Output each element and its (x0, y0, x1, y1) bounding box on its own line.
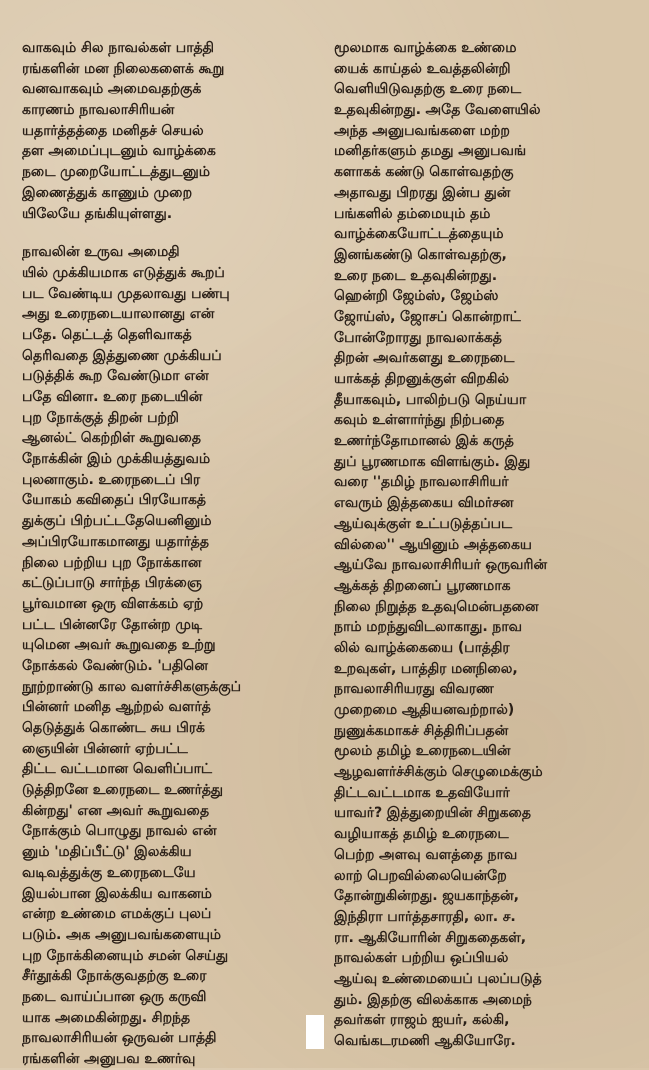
text-line: வரை ''தமிழ் நாவலாசிரியர் (334, 474, 509, 491)
text-line: அந்த அனுபவங்களை மற்ற (334, 122, 510, 139)
text-line: பின்னர் மனித ஆற்றல் வளர்த் (22, 699, 211, 716)
text-line: ஆய்வே நாவலாசிரியர் ஒருவரின் (334, 557, 548, 574)
text-line: அது உரைநடையாலானது என் (22, 306, 215, 323)
text-line: பூர்வமான ஒரு விளக்கம் ஏற் (22, 595, 204, 612)
text-line: இந்திரா பார்த்தசாரதி, லா. ச. (334, 908, 516, 925)
text-line: நுணுக்கமாகச் சித்திரிப்பதன் (334, 722, 509, 739)
text-line: நோக்கின் இம் முக்கியத்துவம் (22, 451, 211, 468)
text-line: நாம் மறந்துவிடலாகாது. நாவ (334, 619, 522, 636)
text-line: என்ற உண்மை எமக்குப் புலப் (22, 906, 212, 923)
text-line: நாவலின் உருவ அமைதி (22, 244, 180, 261)
right-column (334, 38, 630, 1052)
text-line: பட வேண்டிய முதலாவது பண்பு (22, 285, 230, 302)
left-paragraph-2 (22, 242, 318, 1070)
text-line: நடை முறையோட்டத்துடனும் (22, 164, 210, 181)
text-line: பங்களில் தம்மையும் தம் (334, 205, 491, 222)
text-line: உணர்ந்தோமானல் இக் கருத் (334, 433, 514, 450)
text-line: ஆழவளர்ச்சிக்கும் செழுமைக்கும் (334, 764, 543, 781)
text-line: வாகவும் சில நாவல்கள் பாத்தி (22, 40, 214, 56)
text-line: லில் வாழ்க்கையை (பாத்திர (334, 639, 510, 656)
text-line: உரை நடை உதவுகின்றது. (334, 267, 497, 284)
text-line: வாழ்க்கையோட்டத்தையும் (334, 226, 504, 243)
text-line: ஆனல்ட் கெற்றிள் கூறுவதை (22, 430, 201, 447)
text-line: கின்றது' என அவர் கூறுவதை (22, 802, 210, 819)
text-line: வெளியிடுவதற்கு உரை நடை (334, 81, 522, 98)
page-number-box (306, 1015, 324, 1049)
text-line: இயல்பான இலக்கிய வாகனம் (22, 885, 212, 902)
text-line: ரங்களின் அனுபவ உணர்வு (22, 1051, 196, 1067)
text-line: நிலை பற்றிய புற நோக்கான (22, 554, 202, 571)
text-line: நடை வாய்ப்பான ஒரு கருவி (22, 988, 207, 1005)
text-line: பதே வினா. உரை நடையின் (22, 389, 203, 405)
text-line: பட்ட பின்னரே தோன்ற முடி (22, 616, 203, 633)
text-line: படும். அக அனுபவங்களையும் (22, 926, 222, 943)
text-line: னும் 'மதிப்பீட்டு' இலக்கிய (22, 844, 192, 861)
text-line: யைக் காய்தல் உவத்தலின்றி (334, 60, 511, 77)
text-line: புற நோக்கினையும் சமன் செய்து (22, 947, 229, 964)
text-line: அதாவது பிறரது இன்ப துன் (334, 184, 511, 201)
text-line: இனங்கண்டு கொள்வதற்கு, (334, 246, 507, 263)
right-paragraph (334, 38, 630, 1052)
text-line: ரா. ஆகியோரின் சிறுகதைகள், (334, 929, 526, 946)
text-line: நோக்கும் பொழுது நாவல் என் (22, 823, 217, 840)
text-line: யாக அமைகின்றது. சிறந்த (22, 1009, 190, 1026)
text-line: போன்றோரது நாவலாக்கத் (334, 329, 502, 346)
text-line: யாக்கத் திறனுக்குள் விறகில் (334, 371, 509, 387)
text-line: ரங்களின் மன நிலைகளைக் கூறு (22, 60, 225, 77)
text-line: திட்டவட்டமாக உதவியோர் (334, 784, 510, 801)
text-line: காரணம் நாவலாசிரியன் (22, 102, 175, 119)
text-line: திட்ட வட்டமான வெளிப்பாட் (22, 761, 212, 778)
text-line: கட்டுப்பாடு சார்ந்த பிரக்ஞை (22, 575, 202, 592)
text-line: நோக்கல் வேண்டும். 'பதினெ (22, 657, 208, 674)
text-line: தும். இதற்கு விலக்காக அமைந் (334, 991, 532, 1008)
text-line: சீர்தூக்கி நோக்குவதற்கு உரை (22, 968, 207, 985)
text-line: திறன் அவர்களது உரைநடை (334, 350, 515, 367)
text-line: தெரிவதை இத்துணை முக்கியப் (22, 347, 222, 364)
text-line: ஆய்வு உண்மையைப் புலப்படுத் (334, 970, 542, 987)
text-line: வில்லை'' ஆயினும் அத்தகைய (334, 536, 532, 553)
text-line: யில் முக்கியமாக எடுத்துக் கூறப் (22, 264, 225, 281)
text-line: யுமென அவர் கூறுவதை உற்று (22, 637, 216, 654)
text-line: லாற் பெறவில்லையென்றே (334, 867, 507, 884)
text-line: முறைமை ஆதியனவற்றால்) (334, 702, 515, 718)
left-column (22, 38, 318, 1070)
text-line: வனவாகவும் அமைவதற்குக் (22, 81, 202, 98)
text-line: தீயாகவும், பாலிற்படு நெய்யா (334, 391, 527, 408)
text-line: துக்குப் பிற்பட்டதேயெனினும் (22, 513, 212, 530)
paragraph-gap (22, 224, 318, 242)
text-line: புற நோக்குத் திறன் பற்றி (22, 409, 179, 426)
text-line: யிலேயே தங்கியுள்ளது. (22, 205, 172, 222)
text-line: நிலை நிறுத்த உதவுமென்பதனை (334, 598, 539, 615)
text-line: ஞையின் பின்னர் ஏற்பட்ட (22, 740, 188, 757)
text-line: வடிவத்துக்கு உரைநடையே (22, 864, 196, 881)
text-line: தெடுத்துக் கொண்ட சுய பிரக் (22, 720, 205, 736)
text-line: பதே. தெட்டத் தெளிவாகத் (22, 326, 192, 343)
text-line: பெற்ற அளவு வளத்தை நாவ (334, 846, 518, 863)
text-line: யோகம் கவிதைப் பிரயோகத் (22, 492, 206, 509)
text-line: நாவலாசிரியரது விவரண (334, 681, 494, 698)
text-line: தள அமைப்புடனும் வாழ்க்கை (22, 143, 216, 160)
text-line: மூலம் தமிழ் உரைநடையின் (334, 743, 511, 760)
text-line: துப் பூரணமாக விளங்கும். இது (334, 453, 531, 470)
text-line: ஆக்கத் திறனைப் பூரணமாக (334, 577, 511, 594)
text-line: தவர்கள் ராஜம் ஐயர், கல்கி, (334, 1012, 510, 1029)
text-line: ஜோய்ஸ், ஜோசப் கொன்றாட் (334, 308, 521, 325)
text-line: மூலமாக வாழ்க்கை உண்மை (334, 40, 517, 56)
text-line: ஆய்வுக்குள் உட்படுத்தப்பட (334, 515, 513, 532)
left-paragraph-1 (22, 38, 318, 224)
text-line: உறவுகள், பாத்திர மனநிலை, (334, 660, 518, 677)
text-line: எவரும் இத்தகைய விமர்சன (334, 495, 514, 512)
text-line: உதவுகின்றது. அதே வேளையில் (334, 102, 541, 119)
text-line: டுத்திறனே உரைநடை உணர்த்து (22, 782, 224, 799)
text-line: படுத்திக் கூற வேண்டுமா என் (22, 368, 209, 385)
text-line: கவும் உள்ளார்ந்து நிற்பதை (334, 412, 505, 429)
text-line: யதார்த்தத்தை மனிதச் செயல் (22, 122, 204, 139)
text-line: வழியாகத் தமிழ் உரைநடை (334, 826, 509, 843)
text-line: களாகக் கண்டு கொள்வதற்கு (334, 164, 514, 181)
text-line: ஹென்றி ஜேம்ஸ், ஜேம்ஸ் (334, 288, 499, 305)
text-line: புலனாகும். உரைநடைப் பிர (22, 471, 200, 488)
text-line: வெங்கடரமணி ஆகியோரே. (334, 1033, 516, 1049)
text-line: அப்பிரயோகமானது யதார்த்த (22, 533, 209, 550)
text-line: நாவலாசிரியன் ஒருவன் பாத்தி (22, 1030, 217, 1047)
text-line: இணைத்துக் காணும் முறை (22, 184, 193, 201)
text-line: தோன்றுகின்றது. ஜயகாந்தன், (334, 888, 519, 905)
text-line: மனிதர்களும் தமது அனுபவங் (334, 143, 527, 160)
text-line: நாவல்கள் பற்றிய ஒப்பியல் (334, 950, 509, 967)
text-line: யாவர்? இத்துறையின் சிறுகதை (334, 805, 531, 822)
text-line: நூற்றாண்டு கால வளர்ச்சிகளுக்குப் (22, 678, 241, 695)
